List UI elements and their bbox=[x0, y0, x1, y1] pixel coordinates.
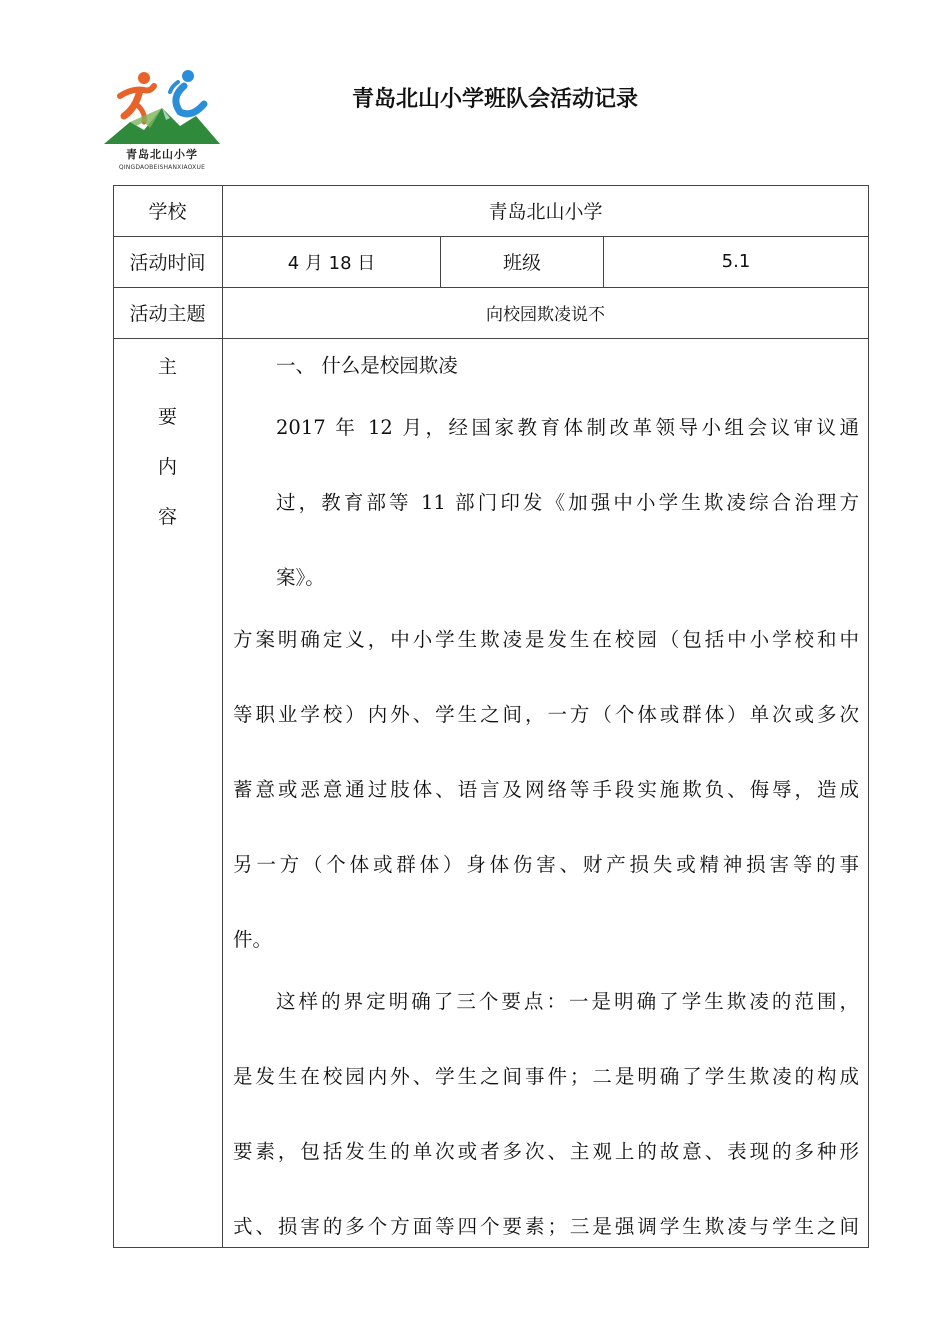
activity-time-label: 活动时间 bbox=[129, 252, 206, 274]
table-border bbox=[113, 338, 869, 339]
activity-time-value: 4 月 18 日 bbox=[287, 252, 376, 274]
text-line: 过，教育部等 11 部门印发《加强中小学生欺凌综合治理方 bbox=[276, 491, 859, 514]
text-line: 蓄意或恶意通过肢体、语言及网络等手段实施欺负、侮辱，造成 bbox=[233, 778, 859, 801]
school-label: 学校 bbox=[148, 201, 187, 223]
text-line: 等职业学校）内外、学生之间，一方（个体或群体）单次或多次 bbox=[233, 703, 859, 726]
main-content-label-char: 容 bbox=[157, 506, 177, 528]
class-label: 班级 bbox=[502, 252, 541, 274]
table-border bbox=[113, 185, 114, 1248]
paragraph-2 bbox=[233, 602, 859, 977]
school-value: 青岛北山小学 bbox=[488, 201, 603, 223]
logo-graphic-icon bbox=[100, 68, 224, 148]
text-line: 是发生在校园内外、学生之间事件；二是明确了学生欺凌的构成 bbox=[233, 1065, 859, 1088]
activity-theme-value: 向校园欺凌说不 bbox=[486, 305, 605, 325]
section-heading: 一、 什么是校园欺凌 bbox=[276, 354, 458, 377]
text-line: 式、损害的多个方面等四个要素；三是强调学生欺凌与学生之间 bbox=[233, 1215, 859, 1238]
school-logo bbox=[100, 68, 224, 176]
table-border bbox=[222, 185, 223, 1248]
text-line: 2017 年 12 月，经国家教育体制改革领导小组会议审议通 bbox=[276, 416, 859, 439]
paragraph-3 bbox=[233, 964, 859, 1264]
text-line: 案》。 bbox=[276, 566, 325, 589]
text-line: 要素，包括发生的单次或者多次、主观上的故意、表现的多种形 bbox=[233, 1140, 859, 1163]
paragraph-1 bbox=[276, 390, 859, 615]
table-border bbox=[868, 185, 869, 1248]
class-value: 5.1 bbox=[721, 251, 751, 272]
text-line: 方案明确定义，中小学生欺凌是发生在校园（包括中小学校和中 bbox=[233, 628, 859, 651]
text-line: 这样的界定明确了三个要点：一是明确了学生欺凌的范围， bbox=[276, 990, 859, 1013]
activity-theme-label: 活动主题 bbox=[129, 303, 206, 325]
main-content-label-char: 主 bbox=[157, 356, 177, 378]
text-line: 件。 bbox=[233, 928, 273, 951]
logo-english-text: QINGDAOBEISHANXIAOXUE bbox=[118, 164, 206, 171]
main-content-label-char: 内 bbox=[157, 456, 177, 478]
text-line: 另一方（个体或群体）身体伤害、财产损失或精神损害等的事 bbox=[233, 853, 859, 876]
logo-chinese-text: 青岛北山小学 bbox=[126, 148, 198, 161]
page-title: 青岛北山小学班队会活动记录 bbox=[351, 87, 638, 112]
main-content-label-char: 要 bbox=[157, 406, 177, 428]
